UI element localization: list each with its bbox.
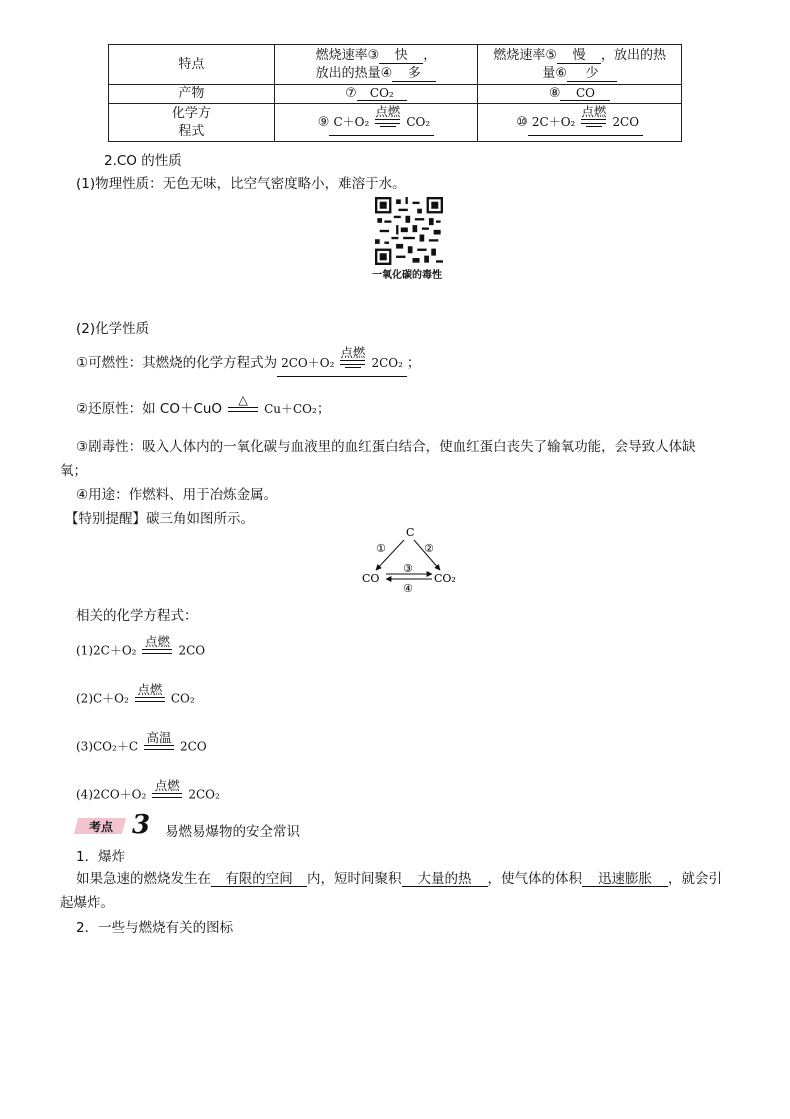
exam-point-title: 易燃易爆物的安全常识 [165, 824, 300, 840]
qr-code-icon [375, 197, 443, 265]
cell: ⑧ CO [478, 85, 682, 104]
cell: ⑦ CO₂ [274, 85, 478, 104]
chemical-title: (2)化学性质 [76, 321, 150, 337]
reducibility: ②还原性：如 CO＋CuO △ Cu＋CO₂； [76, 392, 331, 417]
cell: 燃烧速率③ 快 ， 放出的热量④ 多 [274, 45, 478, 85]
equation-2: (2)C＋O₂ 点燃 CO₂ [76, 682, 195, 706]
equation-3: (3)CO₂＋C 高温 2CO [76, 730, 207, 754]
cell: ⑩ 2C＋O₂ 点燃 2CO [478, 104, 682, 142]
table-row [109, 104, 682, 142]
row-label: 特点 [109, 45, 275, 85]
exam-point-badge: 考点 3 [76, 815, 152, 837]
related-title: 相关的化学方程式： [76, 608, 198, 624]
equation-4: (4)2CO＋O₂ 点燃 2CO₂ [76, 778, 220, 802]
node-c: C [406, 526, 415, 539]
table-row [109, 45, 682, 85]
row-label: 产物 [109, 85, 275, 104]
special-tip: 【特别提醒】碳三角如图所示。 [65, 511, 254, 527]
table-row [109, 85, 682, 104]
label-3: ③ [403, 562, 413, 575]
combustibility: ①可燃性：其燃烧的化学方程式为 2CO＋O₂ 点燃 2CO₂ ； [76, 351, 420, 377]
icons-title: 2．一些与燃烧有关的图标 [76, 920, 234, 936]
node-co: CO [362, 572, 380, 585]
explosion-text-line-2: 起爆炸。 [60, 895, 114, 911]
qr-caption: 一氧化碳的毒性 [372, 270, 442, 281]
label-2: ② [424, 542, 434, 555]
explosion-title: 1．爆炸 [76, 849, 126, 865]
comparison-table [108, 44, 682, 142]
cell: 燃烧速率⑤ 慢 ，放出的热 量⑥ 少 [478, 45, 682, 85]
label-4: ④ [403, 582, 413, 595]
equation-1: (1)2C＋O₂ 点燃 2CO [76, 634, 206, 658]
toxicity-line-2: 氧； [60, 463, 87, 479]
toxicity-line-1: ③剧毒性：吸入人体内的一氧化碳与血液里的血红蛋白结合，使血红蛋白丧失了输氧功能，会导致人体缺 [76, 439, 696, 455]
explosion-text: 如果急速的燃烧发生在 有限的空间 内，短时间聚积 大量的热 ，使气体的体积 迅速膨胀 ，就会引 [76, 871, 722, 887]
node-co2: CO₂ [434, 572, 456, 585]
row-label: 化学方 程式 [109, 104, 275, 142]
carbon-triangle-diagram [358, 522, 468, 594]
cell: ⑨ C＋O₂ 点燃 CO₂ [274, 104, 478, 142]
physical-properties: (1)物理性质：无色无味，比空气密度略小，难溶于水。 [76, 176, 406, 192]
label-1: ① [376, 542, 386, 555]
usage: ④用途：作燃料、用于冶炼金属。 [76, 487, 278, 503]
section-title: 2.CO 的性质 [104, 153, 182, 169]
